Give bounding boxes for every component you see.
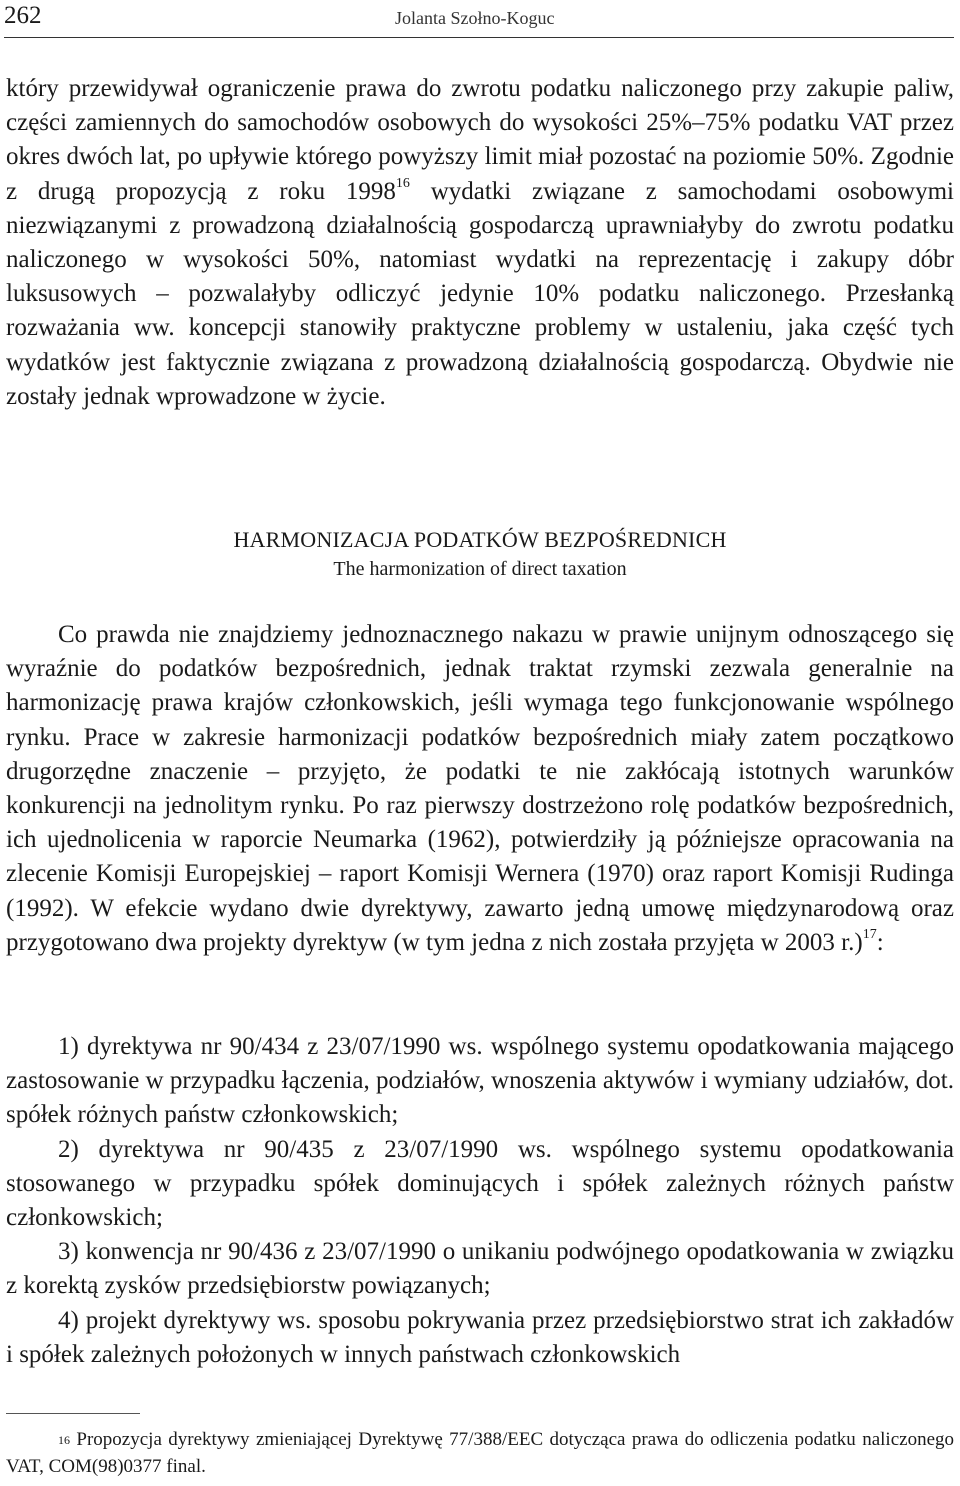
list-item: 2) dyrektywa nr 90/435 z 23/07/1990 ws. wspólnego systemu opodatkowania stosowanego w przypadku spółek dominujących i spółek zależnych różnych państw członkowskich; <box>6 1135 954 1232</box>
body-paragraph <box>6 618 954 960</box>
footnote-reference[interactable]: 16 <box>395 175 410 191</box>
footnote-mark: 16 <box>58 1433 70 1447</box>
paragraph-text: który przewidywał ograniczenie prawa do zwrotu podatku naliczonego przy zakupie paliw, części zamiennych do samochodów osobowych do wysokości 25%–75% podatku VAT przez okres dwóch lat, po upływie którego powyższy limit miał pozostać na poziomie 50%. Zgodnie z drugą propozycją z roku 1998 <box>6 75 954 205</box>
page-number: 262 <box>4 2 42 29</box>
paragraph-text: : <box>876 928 884 956</box>
directive-list <box>6 1030 954 1372</box>
footnote-rule <box>6 1413 140 1414</box>
footnote-text: Propozycja dyrektywy zmieniającej Dyrektywę 77/388/EEC dotycząca prawa do odliczenia podatku naliczonego VAT, COM(98)0377 final. <box>6 1429 954 1477</box>
list-item: 3) konwencja nr 90/436 z 23/07/1990 o unikaniu podwójnego opodatkowania w związku z korektą zysków przedsiębiorstw powiązanych; <box>6 1238 954 1300</box>
paragraph-text: Co prawda nie znajdziemy jednoznacznego nakazu w prawie unijnym odnoszącego się wyraźnie do podatków bezpośrednich, jednak traktat rzymski zezwala generalnie na harmonizację prawa krajów członkowskich, jeśli wymaga tego funkcjonowanie wspólnego rynku. Prace w zakresie harmonizacji podatków bezpośrednich miały zatem początkowo drugorzędne znaczenie – przyjęto, że podatki te nie zakłócają istotnych warunków konkurencji na jednolitym rynku. Po raz pierwszy dostrzeżono rolę podatków bezpośrednich, ich ujednolicenia w raporcie Neumarka (1962), potwierdziły ją późniejsze opracowania na zlecenie Komisji Europejskiej – raport Komisji Wernera (1970) oraz raport Komisji Rudinga (1992). W efekcie wydano dwie dyrektywy, zawarto jedną umowę międzynarodową oraz przygotowano dwa projekty dyrektyw (w tym jedna z nich została przyjęta w 2003 r.) <box>6 621 954 956</box>
footnote <box>6 1426 954 1480</box>
header-rule <box>4 37 954 38</box>
footnote-reference[interactable]: 17 <box>862 926 877 942</box>
running-head: Jolanta Szołno-Koguc <box>395 8 555 28</box>
paragraph-text: wydatki związane z samochodami osobowymi niezwiązanymi z prowadzoną działalnością gospodarczą uprawniałyby do zwrotu podatku naliczonego w wysokości 50%, natomiast wydatki na reprezentację i zakupy dóbr luksusowych – pozwalałyby odliczyć jedynie 10% podatku naliczonego. Przesłanką rozważania ww. koncepcji stanowiły praktyczne problemy w ustaleniu, jaka część tych wydatków jest faktycznie związana z prowadzoną działalnością gospodarczą. Obydwie nie zostały jednak wprowadzone w życie. <box>6 177 954 410</box>
section-heading: HARMONIZACJA PODATKÓW BEZPOŚREDNICH <box>233 527 727 552</box>
list-item: 4) projekt dyrektywy ws. sposobu pokrywania przez przedsiębiorstwo strat ich zakładów i spółek zależnych położonych w innych państwach członkowskich <box>6 1306 954 1368</box>
paragraph-continued <box>6 72 954 414</box>
page-header <box>0 0 960 40</box>
section-subheading: The harmonization of direct taxation <box>333 558 627 580</box>
list-item: 1) dyrektywa nr 90/434 z 23/07/1990 ws. wspólnego systemu opodatkowania mającego zastosowanie w przypadku łączenia, podziałów, wnoszenia aktywów i wymiany udziałów, dot. spółek różnych państw członkowskich; <box>6 1033 954 1129</box>
